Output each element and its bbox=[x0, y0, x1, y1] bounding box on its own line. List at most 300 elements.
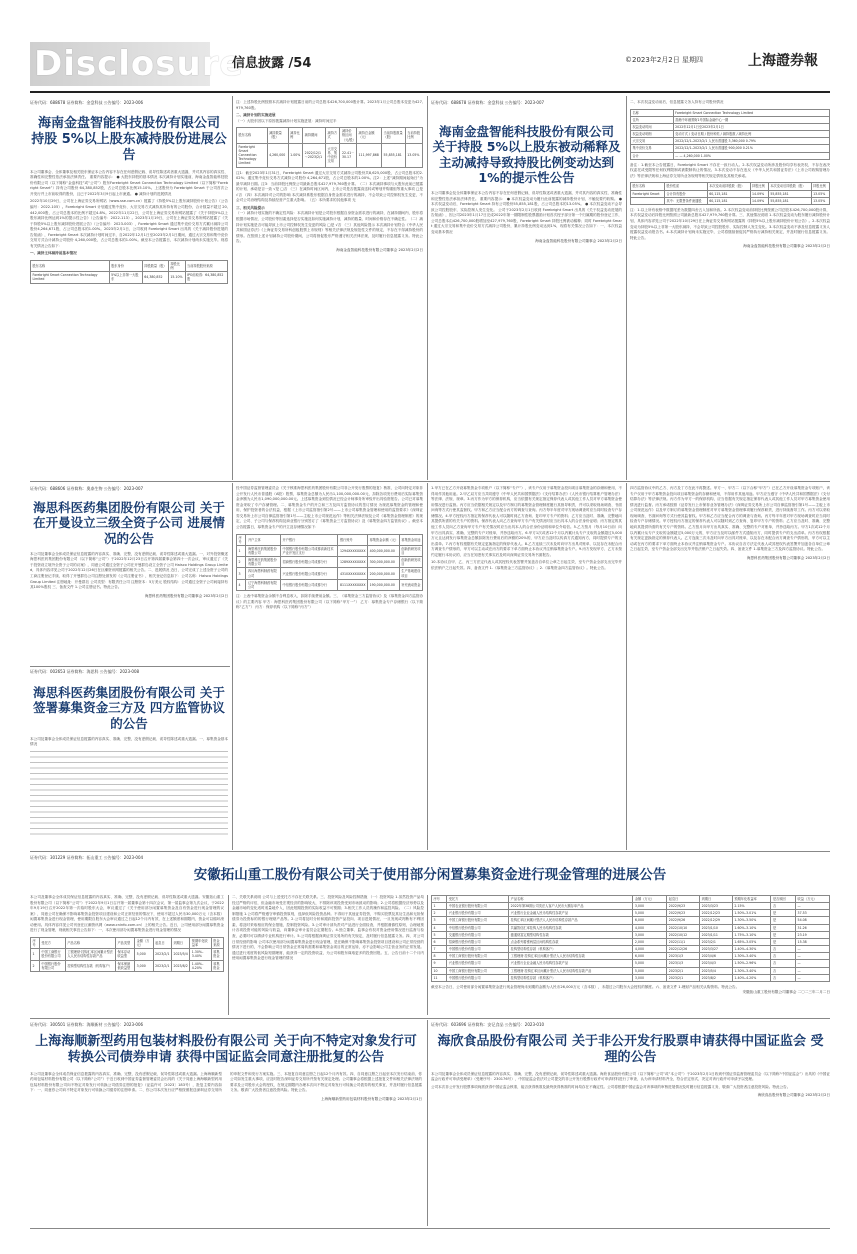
table-cell: 股东名称 bbox=[237, 128, 268, 143]
table-cell bbox=[631, 197, 665, 204]
article-tuoshan-column-3 bbox=[431, 895, 830, 1013]
table-cell: 起息日 bbox=[153, 937, 171, 948]
article-body: 注：上述持股比例按照本次减持计划披露日前的公司总股本426,700,000股计算。2023年1月公司总股本变更为427,979,760股。 bbox=[236, 100, 423, 110]
table-cell: 否 bbox=[771, 903, 796, 910]
table-row bbox=[432, 960, 830, 967]
table-row bbox=[432, 917, 830, 924]
table-row bbox=[432, 896, 830, 903]
table-row bbox=[631, 131, 830, 138]
article-haisco-agreement-quad bbox=[630, 486, 830, 848]
article-jinpan-dilution bbox=[431, 100, 622, 478]
table-row bbox=[631, 123, 830, 130]
table-cell: 2023/4/3 bbox=[700, 960, 733, 967]
table-row bbox=[631, 190, 830, 197]
table-cell: 序号 bbox=[31, 937, 40, 948]
section-heading: 三、相关风险提示 bbox=[236, 205, 265, 210]
table-cell: 工银理财·挂钩汇率区间累计型法人人民币结构性存款产品 bbox=[509, 967, 633, 974]
article-body: 二、关联关系说明 公司与上述受托方不存在关联关系。三、投资风险及风险控制措施 （一）投资风险 1.虽然投资产品均经过严格的评估，但金融市场受宏观经济的影响较大，不排除该项投资受到市场波动的影响；2.公司将根据经济形势以及金融市场的变化适时适量地介入，因此短期投资的实际收益不可预期；3.相关工作人员的操作和监控风险。（二）风险控制措施 1.公司将严格遵守审慎投资原则，选择低风险投资品种。不得用于其他证券投资，不购买股票及其衍生品和无担保债券为投资标的的银行理财产品等。2.公司将及时分析和跟踪投资产品投向、项目进展情况，一旦发现或判断有不利因素，将及时采取相应的保全措施，控制投资风险。3.公司审计部负责对产品进行全面检查，并根据谨慎性原则，合理地预计各项投资可能的风险与收益，向董事会审计委员会定期报告。4.独立董事、监事会有权对资金使用情况进行监督与检查，必要时可以聘请专业机构进行审计。5.公司将根据深圳证券交易所的有关规定，及时履行信息披露义务。四、对公司日常经营的影响 公司本次使用部分闲置募集资金进行现金管理，是在确保不影响募集资金投资项目建设和公司正常经营的情况下进行的，不会影响公司日常资金正常周转需要和募集资金项目的正常运转，亦不会影响公司主营业务的正常发展。通过进行适度的低风险短期理财，能获得一定的投资收益，为公司和股东谋取更多的投资回报。五、公告日前十二个月内使用闲置募集资金进行现金管理的情况 bbox=[232, 895, 424, 961]
table-cell: 1.40%–4.20% bbox=[732, 974, 771, 981]
table-cell: — bbox=[796, 953, 830, 960]
table-cell: 减持比例 bbox=[288, 128, 303, 143]
table-cell: 本次变动后持股数（股） bbox=[768, 183, 811, 190]
table-cell: 3,000 bbox=[633, 931, 667, 938]
article-body: 二、本次权益变动前后，信息披露义务人持有公司股份情况 bbox=[630, 100, 724, 104]
article-body: 本公司董事会及全体董事保证本公告内容不存在任何虚假记载、误导性陈述或者重大遗漏，并对其内容的真实性、准确性和完整性依法承担法律责任。 重要内容提示： ● 本次权益变动为履行此前披露的减持股份计划，不触及要约收购。 ● 本次权益变动后，Forebright Smart 持有公司股份55,855,181股，占公司总股本的13.05%。 ● 本次权益变动不会导致公司控股股东、实际控制人发生变化。 公司于2023年2月1日收到 Forebright Smart 出具的《关于权益变动进展的告知函》，因公司2023年1月17日完成2022年第一期限制性股票激励计划首次授予部分第一个归属期的股份登记工作，公司总股本由426,700,000股增加至427,979,760股，Forebright Smart 持股比例被动稀释；同时 Forebright Smart 通过大宗交易和集中竞价交易方式减持公司股份，累计持股比例变动达到1%，现将有关情况公告如下：一、本次权益变动基本情况 bbox=[431, 191, 622, 234]
table-cell: 6 bbox=[432, 938, 447, 945]
article-body: 本公司及董事会全体成员保证信息披露的内容真实、准确、完整，没有虚假记载、误导性陈述或重大遗漏。安徽拓山重工股份有限公司（以下简称“公司”）于2022年9月1日召开第一届董事会第十四次会议、第一届监事会第九次会议，于2022年9月19日召开2022年第一次临时股东大会，审议通过了《关于使用部分闲置募集资金及自有资金进行现金管理的议案》，同意公司在确保不影响募集资金投资项目建设和公司正常经营的情况下，使用不超过人民币30,000万元（含本数）闲置募集资金进行现金管理，使用期限自股东大会审议通过之日起12个月内有效，在上述额度和期限内，资金可以循环滚动使用。具体内容详见公司刊登在巨潮资讯网（www.cninfo.com.cn）上的相关公告。近日，公司使用部分闲置募集资金进行了现金管理，现就相关事宜公告如下：一、本次使用部分闲置募集资金进行现金管理的情况 bbox=[30, 895, 224, 933]
table-row bbox=[631, 152, 830, 159]
article-body: 注1：截至2023年1月31日，Forebright Smart 通过大宗交易方式减持公司股份共8,625,000股，占公司总股本的2.02%；通过集中竞价交易方式减持公司股份 4,264,671股，占公司总股本的1.00%。注2：上述“减持期间起始日”为最早减持日期。注3：当前持股比例按公司最新总股本427,979,760股计算。（二）本次减持事项与大股东此前已披露的计划、承诺是否一致 √是 □否 （三）在减持时间区间内，上市公司是否披露高送转或筹划并购重组等重大事项 □是 √否 （四）本次减持对公司的影响 本次减持系股东根据自身资金需求进行的减持，不会导致公司控制权发生变更，不会对公司治理结构及持续经营产生重大影响。（五）本所要求的其他事项 无 bbox=[236, 170, 423, 203]
table-cell: 兴业银行企业金融人民币结构性存款产品 bbox=[509, 960, 633, 967]
table-cell: 1.40%–4.20% bbox=[190, 960, 211, 971]
table-cell: 2022/11/1 bbox=[667, 938, 700, 945]
table-cell: 减持期间 bbox=[303, 128, 326, 143]
table-cell: — bbox=[796, 967, 830, 974]
table-row bbox=[631, 183, 830, 190]
article-divider bbox=[30, 666, 230, 667]
table-cell: 4 bbox=[237, 579, 246, 590]
article-meta: 证券代码：688678 证券简称：金盘科技 公告编号：2023-007 bbox=[431, 100, 545, 105]
column-divider bbox=[427, 895, 428, 1015]
table-cell: 序号 bbox=[237, 534, 246, 545]
article-haisco-supervision-continued bbox=[236, 486, 423, 848]
table-cell: 1294XXXXXXXX bbox=[338, 545, 368, 556]
table-cell: 2022/9/26 bbox=[667, 917, 700, 924]
table-cell: 是 bbox=[771, 938, 796, 945]
table-cell: 收益（万元） bbox=[796, 896, 830, 903]
article-title: 海思科医药集团股份有限公司 关于在开曼设立三级全资子公司 进展情况的公告 bbox=[33, 500, 225, 546]
table-cell: 持股比例 bbox=[750, 183, 768, 190]
table-cell: 点金系列看涨两层区间结构性存款 bbox=[509, 938, 633, 945]
table-row bbox=[631, 109, 830, 116]
table-cell: Forebright Smart bbox=[631, 190, 665, 197]
section-heading: 一、减持主体减持前基本情况 bbox=[30, 251, 77, 256]
table-cell: 300,000,000.00 bbox=[368, 557, 400, 568]
table-cell: 序号 bbox=[432, 896, 447, 903]
article-title: 上海海顺新型药用包装材料股份有限公司 关于向不特定对象发行可转换公司债券申请 获得中国证监会同意注册批复的公告 bbox=[35, 1034, 417, 1065]
table-cell: 合计 bbox=[631, 152, 674, 159]
article-tuoshan-column-2 bbox=[232, 895, 424, 1013]
table-cell: 6,000 bbox=[633, 917, 667, 924]
table-cell: 股份性质 bbox=[664, 183, 707, 190]
masthead-logo: 上海證券報 bbox=[748, 53, 818, 69]
article-body: 注：1.以上所有表格中数据尾差为数据四舍五入加和所致。2.本次权益变动前持股比例按照公司总股本426,700,000股计算，本次权益变动后持股比例按照公司最新总股本427,979,760股计算。三、其他情况说明 1.本次权益变动为股东履行减持股份计划，具体内容详见公司于2022年10月29日在上海证券交易所网站披露的《持股5%以上股东减持股份计划公告》。2.本次权益变动为持股5%以上非第一大股东减持，不会导致公司控股股东、实际控制人发生变化。3.本次权益变动不涉及信息披露义务人披露权益变动报告书。4.本次减持计划尚未实施完毕，公司将继续督促其严格执行减持相关规定，并及时履行信息披露义务。特此公告。 bbox=[630, 207, 830, 240]
table-cell: 2022/12/1～2023/2/1 bbox=[303, 143, 326, 167]
table-cell: 兴业银行股份有限公司 bbox=[447, 960, 509, 967]
table-cell: 8111XXXXXXXX bbox=[338, 579, 368, 590]
section-title: 信息披露 /54 bbox=[232, 56, 312, 71]
table-cell: 创新药研发项目 bbox=[399, 557, 422, 568]
table-cell: 募集资金余额（元） bbox=[368, 534, 400, 545]
article-body: 截至本公告日，公司使用部分闲置募集资金进行现金管理尚未到期的金额为人民币26,000万元（含本数），未超过公司股东大会授权的额度。六、备查文件 1.理财产品相关认购资料。特此公告。 bbox=[431, 984, 740, 989]
table-cell: 当前持股数量（股） bbox=[382, 128, 406, 143]
table-cell: 2023/2/1 bbox=[153, 949, 171, 960]
table-cell: 3 bbox=[432, 917, 447, 924]
table-cell: 2023/2/1 bbox=[667, 967, 700, 974]
table-cell: 大宗交易 bbox=[631, 138, 674, 145]
table-cell: 2.15% bbox=[732, 903, 771, 910]
article-body: 本公司及董事会全体成员保证信息披露的内容真实、准确、完整，没有虚假记载、误导性陈述或重大遗漏。一、募集资金基本情况 bbox=[30, 736, 228, 747]
table-cell: 5,000 bbox=[633, 960, 667, 967]
article-meta: 证券代码：300501 证券简称：海顺新材 公告编号：2023-006 bbox=[30, 1022, 144, 1027]
column-divider bbox=[427, 1020, 428, 1226]
table-cell: 2023/2/1 bbox=[700, 938, 733, 945]
table-cell: 否 bbox=[771, 974, 796, 981]
table-cell: 55,855,181 bbox=[768, 197, 811, 204]
table-cell: 否 bbox=[771, 946, 796, 953]
section-divider bbox=[30, 1018, 830, 1019]
table-cell: — — 4,260,000 1.00% bbox=[673, 152, 829, 159]
table-cell: 开户主体 bbox=[246, 534, 281, 545]
table-cell: 37.53 bbox=[796, 910, 830, 917]
article-body: 本公司及董事会全体成员保证信息披露的内容真实、准确、完整，没有虚假记载、误导性陈述或重大遗漏。海欣食品股份有限公司（以下简称“公司”或“本公司”）于2023年2月1日收到中国证券监督管理委员会（以下简称“中国证监会”）出具的《中国证监会行政许可申请受理单》（受理序号：230176号），中国证监会依法对公司提交的非公开发行股票行政许可申请材料进行了审查，认为该申请材料齐全，符合法定形式，决定对该行政许可申请予以受理。 bbox=[431, 1071, 830, 1082]
table-cell: 中国工商银行股份有限公司 bbox=[447, 953, 509, 960]
table-cell: 1 bbox=[432, 903, 447, 910]
table-cell: 减持价格区间（元/股） bbox=[341, 129, 356, 142]
table-cell: 111,997,868 bbox=[357, 143, 382, 167]
table-cell: 60,115,181 bbox=[707, 190, 750, 197]
table-row bbox=[31, 949, 224, 960]
table-cell: 23.19 bbox=[796, 931, 830, 938]
table-cell: 募集资金用途 bbox=[399, 534, 422, 545]
article-tuoshan-column-1 bbox=[30, 895, 224, 1013]
section-heading: 二、减持计划的实施进展 bbox=[236, 113, 276, 118]
table-cell: 55,855,181 bbox=[382, 143, 406, 167]
table-cell: 10 bbox=[432, 967, 447, 974]
article-body: 四方监管协议中的乙方、丙方及丁方在此不再赘述。甲方一、甲方二（以下合称“甲方”）已在乙方开设募集资金专项账户，该专户仅用于甲方募集资金投向项目募集资金的存储和使用，不得用作其他用途。甲方应当遵守《中华人民共和国票据法》《支付结算办法》等法律法规。丙方作为甲方一的保荐机构，应当依据有关规定指定保荐代表人或其他工作人员对甲方募集资金使用情况进行监督。丙方承诺按照《证券发行上市保荐业务管理办法》《深圳证券交易所上市公司自律监管指引第1号——主板上市公司规范运作》以及甲方制订的募集资金管理制度对甲方募集资金管理事项履行保荐职责，进行持续督导工作。丙方可以采取现场调查、书面问询等方式行使其监督权。甲方和乙方应当配合丙方的调查与查询。丙方每半年度对甲方现场调查时应当同时检查专户存储情况。甲方授权丙方指定的保荐代表人可以随时到乙方查询、复印甲方专户的资料；乙方应当及时、准确、完整地向其提供所需的有关专户的资料。乙方按月向甲方出具真实、准确、完整的专户对账单，并抄送给丙方。甲方1次或12个月以内累计从专户支取的金额超过5,000万元的，甲方应当及时以邮件方式通知丙方，同时提供专户的支出清单。丙方有权根据有关规定更换指定的保荐代表人。乙方连续三次未及时向甲方出具对账单，以及存在未配合丙方调查专户情形的，甲方可以主动或在丙方的要求下单方面终止本协议并注销募集资金专户。本协议自各方法定代表人或其授权代表签署并加盖各自单位公章之日起生效，至专户资金全部支出完毕并依法销户之日起失效。四、备查文件 1.募集资金三方及四方监管协议。特此公告。 bbox=[630, 486, 830, 552]
column-divider bbox=[427, 96, 428, 480]
table-row bbox=[237, 557, 423, 568]
article-meta: 证券代码：688606 证券简称：奥泰生物 公告编号：2023-007 bbox=[30, 486, 144, 491]
column-divider bbox=[626, 483, 627, 850]
table-cell: 到期日 bbox=[171, 937, 189, 948]
table-cell: 1 bbox=[31, 949, 40, 960]
table-cell: — bbox=[796, 903, 830, 910]
table-cell: 2 bbox=[237, 557, 246, 568]
table-cell: 开户银行 bbox=[281, 534, 338, 545]
table-cell: 1 bbox=[237, 545, 246, 556]
table-cell: 资金来源 bbox=[211, 937, 223, 948]
table-cell: 1.30%–3.40% bbox=[732, 953, 771, 960]
table-cell: 兴业银行股份有限公司成都分行 bbox=[281, 568, 338, 579]
table-cell: 5,000 bbox=[135, 949, 153, 960]
holding-change-table bbox=[630, 182, 830, 204]
article-haixin-acceptance bbox=[431, 1022, 830, 1224]
table-cell: 四川海思科制药有限公司 bbox=[246, 568, 281, 579]
column-divider bbox=[232, 96, 233, 480]
article-signature: 海思科医药集团股份有限公司董事会 2023年2月2日 bbox=[746, 555, 830, 560]
table-cell: 兴业银行企业金融人民币结构性存款产品 bbox=[509, 910, 633, 917]
table-cell: Forebright Smart Connection Technology Limited bbox=[31, 272, 110, 283]
table-cell: IPO前取得：64,380,852股 bbox=[185, 272, 227, 283]
table-cell: 2023/2/1 bbox=[153, 960, 171, 971]
table-cell: 持股比例 bbox=[168, 261, 185, 272]
table-cell: 9 bbox=[432, 960, 447, 967]
article-title: 海思科医药集团股份有限公司 关于签署募集资金三方及 四方监管协议的公告 bbox=[33, 685, 225, 731]
table-cell: 股东身份 bbox=[109, 261, 142, 272]
table-cell: 保本浮动收益型 bbox=[116, 949, 135, 960]
article-body: 本公司董事会、全体董事及相关股东保证本公告内容不存在任何虚假记载、误导性陈述或者重大遗漏，并对其内容的真实性、准确性和完整性依法承担法律责任。 重要内容提示： ● 大股东持股的基本情况 本次减持计划实施前，海南金盘智能科技股份有限公司（以下简称“金盘科技”或“公司”）股东Forebright Smart Connection Technology Limited（以下简称“Forebright Smart”）持有公司股份 64,380,852股，占公司总股本比例15.10%。上述股份为 Forebright Smart 于公司首次公开发行并上市前取得的股份，且已于2022年3月9日起上市流通。 ● 减持计划的进展情况 bbox=[30, 169, 228, 196]
section-divider bbox=[30, 481, 830, 482]
table-row bbox=[432, 946, 830, 953]
article-signature: 安徽拓山重工股份有限公司董事会 二〇二三年二月二日 bbox=[742, 990, 830, 995]
table-cell: 生产基地建设项目 bbox=[399, 568, 422, 579]
table-cell: 3,000 bbox=[633, 974, 667, 981]
table-row bbox=[631, 138, 830, 145]
table-cell: 2023/5/4 bbox=[171, 949, 189, 960]
table-row bbox=[432, 967, 830, 974]
table-cell: 4 bbox=[432, 924, 447, 931]
table-cell: 起息日 bbox=[667, 896, 700, 903]
brand-title: Disclosure bbox=[34, 44, 244, 84]
article-meta: 证券代码：301229 证券简称：拓山重工 公告编号：2023-004 bbox=[30, 855, 144, 860]
table-cell: 是 bbox=[771, 931, 796, 938]
table-cell: 2023/2/1 bbox=[667, 974, 700, 981]
table-row bbox=[237, 143, 423, 167]
table-cell: 持股数量（股） bbox=[142, 261, 168, 272]
table-cell: 是 bbox=[771, 924, 796, 931]
table-cell: 中国工商银行股份有限公司 bbox=[447, 917, 509, 924]
table-cell: 否 bbox=[771, 967, 796, 974]
table-cell: 保本保最低收益型 bbox=[116, 960, 135, 971]
table-cell: 60,115,181 bbox=[707, 197, 750, 204]
table-cell: 权益变动时间 bbox=[631, 123, 674, 130]
table-cell: 2022年第38期公司类法人客户人民币大额存单产品 bbox=[509, 903, 633, 910]
table-row bbox=[237, 579, 423, 590]
table-cell: 2022/12/29 bbox=[700, 917, 733, 924]
table-cell: 挂钩汇率区间累计型法人人民币结构性存款产品 bbox=[509, 917, 633, 924]
table-cell: 辽宁海思科制药有限公司 bbox=[246, 579, 281, 590]
article-signature: 海南金盘智能科技股份有限公司董事会 2023年2月2日 bbox=[743, 244, 830, 249]
article-body: 公司本次非公开发行股票事项尚需获得中国证监会核准，能否获得核准及最终获得核准的时间均存在不确定性。公司将根据中国证监会对该事项的审核进展情况及时履行信息披露义务，敬请广大投资者注意投资风险。特此公告。 bbox=[431, 1084, 791, 1089]
table-cell: 海思科医药集团股份有限公司 bbox=[246, 557, 281, 568]
table-cell: 2022/9/23 bbox=[667, 903, 700, 910]
table-cell: 本次变动前持股数（股） bbox=[707, 183, 750, 190]
table-cell: — bbox=[796, 960, 830, 967]
table-cell: 中国工商银行股份有限公司 bbox=[39, 949, 65, 960]
table-cell: 4,000 bbox=[633, 946, 667, 953]
table-cell: 2022/9/23 bbox=[667, 910, 700, 917]
cash-management-table bbox=[30, 937, 224, 972]
table-row bbox=[432, 924, 830, 931]
table-cell: 变动方式 / 变动日期 / 股份种类 / 减持股数 / 减持比例 bbox=[673, 131, 829, 138]
table-row bbox=[31, 261, 228, 272]
article-jinpan-dilution-continued bbox=[630, 100, 830, 478]
table-cell: 权益变动明细 bbox=[631, 131, 674, 138]
table-cell: 受托方 bbox=[447, 896, 509, 903]
table-cell: 5 bbox=[432, 931, 447, 938]
table-cell: 54.08 bbox=[796, 917, 830, 924]
table-cell: 当前持股股份来源 bbox=[185, 261, 227, 272]
table-cell: 3,000 bbox=[633, 903, 667, 910]
table-cell: 金额（万元） bbox=[633, 896, 667, 903]
table-cell: 募集资金 bbox=[211, 949, 223, 960]
article-body: 10.本协议自甲、乙、丙三方法定代表人或其授权代表签署并加盖各自单位公章之日起生效，至专户资金全部支出完毕并依法销户之日起失效。四、备查文件 1.《募集资金三方监管协议》；2.《募集资金四方监管协议》。特此公告。 bbox=[431, 560, 622, 570]
table-cell: 13.05% bbox=[405, 143, 422, 167]
table-cell: 3,000 bbox=[135, 960, 153, 971]
table-row bbox=[237, 545, 423, 556]
table-cell: 共赢智信汇率挂钩人民币结构性存款 bbox=[509, 924, 633, 931]
article-body: 本公司及董事会全体成员保证信息披露的内容真实、准确、完整，没有虚假记载、误导性陈述或重大遗漏。上海海顺新型药用包装材料股份有限公司（以下简称“公司”）于近日收到中国证券监督管理委员会出具的《关于同意上海海顺新型药用包装材料股份有限公司向不特定对象发行可转换公司债券注册的批复》（证监许可〔2023〕183号），批复主要内容如下：一、同意你公司向不特定对象发行可转换公司债券的注册申请。二、你公司本次发行应严格按照报送深圳证券交易所的申报文件和发行方案实施。三、本批复自同意注册之日起12个月内有效。四、自同意注册之日起至本次发行结束前，你公司如发生重大事项，应及时报告深圳证券交易所并按有关规定处理。公司董事会将根据上述批复文件和相关法律法规的要求及公司股东大会的授权，在规定期限内办理本次向不特定对象发行可转换公司债券的相关事宜，并及时履行信息披露义务。敬请广大投资者注意投资风险。特此公告。 bbox=[30, 1071, 422, 1093]
account-table bbox=[236, 534, 423, 592]
article-meta: 证券代码：688678 证券简称：金盘科技 公告编号：2023-006 bbox=[30, 100, 144, 105]
table-cell: 预期年化收益率 bbox=[190, 937, 211, 948]
table-cell: 2023/1/10 bbox=[700, 924, 733, 931]
table-cell: 1.75%–3.10% bbox=[732, 931, 771, 938]
table-cell: 到期日 bbox=[700, 896, 733, 903]
table-row bbox=[432, 903, 830, 910]
table-cell: 中信银行股份有限公司成都分行 bbox=[281, 579, 338, 590]
article-body: 本公司及董事会全体成员保证信息披露的内容真实、准确、完整，没有虚假记载、误导性陈述或重大遗漏。一、对外投资概述 海思科医药集团股份有限公司（以下简称“公司”）于2022年12月23日召开第四届董事会第四十一次会议，审议通过了《关于投资设立境外全资子公司的议案》，同意公司通过全资子公司在开曼群岛设立全资子公司 Haisco Holdings Group Limited，具体内容详见公司于2022年12月26日在巨潮资讯网披露的相关公告。二、进展情况 近日，公司完成了上述全资子公司的工商注册登记手续，取得了开曼群岛公司注册处颁发的《公司注册证书》，相关登记信息如下：公司名称：Haisco Holdings Group Limited 注册地址：开曼群岛 公司类型：有限责任公司 注册资本：5万美元 股权结构：公司通过全资子公司间接持有其100%股权 三、备查文件 1.公司注册证书。特此公告。 bbox=[30, 551, 228, 590]
table-cell: 蕴通财富定期型结构性存款 bbox=[509, 931, 633, 938]
table-cell: 11 bbox=[432, 974, 447, 981]
table-cell: 200,000,000.00 bbox=[368, 568, 400, 579]
article-body: （一）减持计划实施的不确定性风险：本次减持计划是公司股东根据自身资金需求进行的减持，在减持期间内，股东将根据市场情况、公司股价等因素选择是否实施及如何实施减持计划，减持的数量、时间和价格存在不确定性。（二）减持计划实施是否可能导致上市公司控制权发生变更的风险 □是 √否 （三）其他风险提示 本次减持计划符合《中华人民共和国证券法》《上海证券交易所科创板股票上市规则》等相关法律法规及规范性文件的规定，不存在不得减持股份的情形。在按照上述计划减持公司股份期间，公司将督促股东严格遵守相关法律法规，及时履行信息披露义务。特此公告。 bbox=[236, 211, 423, 244]
table-cell: 2023/1/11 bbox=[700, 931, 733, 938]
article-title: 海南金盘智能科技股份有限公司 关于持股 5%以上股东被动稀释及 主动减持导致持股比例变动达到 1%的提示性公告 bbox=[432, 124, 621, 185]
table-cell: 受托方 bbox=[39, 937, 65, 948]
table-cell: 产品名称 bbox=[509, 896, 633, 903]
table-cell: 2 bbox=[432, 910, 447, 917]
table-cell: 15.38 bbox=[796, 938, 830, 945]
table-cell: 2022年12月1日至2023年2月1日 bbox=[673, 123, 829, 130]
table-cell: 预期年化收益率 bbox=[732, 896, 771, 903]
article-body: 经中国证券监督管理委员会《关于核准海思科医药集团股份有限公司非公开发行股票的批复》核准，公司向特定对象非公开发行人民币普通股（A股）股票，募集资金总额为人民币1,100,000,000.00元，扣除各项发行费用后实际募集资金净额为人民币1,090,000,000.00元。上述募集资金到位情况已经会计师事务所审验并出具验资报告。公司已对募集资金采取了专户存储管理。二、募集资金专户的开立和三方及四方监管协议的签订情况 为规范募集资金的管理和使用，保护投资者的合法权益，根据《上市公司监管指引第2号——上市公司募集资金管理和使用的监管要求》《深圳证券交易所上市公司自律监管指引第1号——主板上市公司规范运作》等相关法律法规及公司《募集资金管理制度》的规定，公司、子公司与保荐机构及商业银行分别签订了《募集资金三方监管协议》及《募集资金四方监管协议》。截至本公告披露日，募集资金专户的开立及存储情况如下： bbox=[236, 486, 423, 529]
table-cell: 22.41－30.17 bbox=[340, 143, 357, 167]
table-cell: 中国农业银行股份有限公司 bbox=[447, 903, 509, 910]
page-header bbox=[0, 0, 857, 96]
table-row bbox=[631, 145, 830, 152]
table-cell: 名称 bbox=[631, 109, 674, 116]
disclosure-table bbox=[630, 109, 830, 160]
table-row bbox=[31, 272, 228, 283]
table-cell: 是 bbox=[771, 910, 796, 917]
article-body: （一）大股东因以下原因披露减持计划实施进展：减持时间过半 bbox=[236, 118, 337, 123]
table-cell: 2023/8/2 bbox=[171, 960, 189, 971]
table-cell: 工银理财·挂钩汇率区间累计型法人人民币结构性存款产品 bbox=[65, 949, 115, 960]
table-cell: 1289XXXXXXXX bbox=[338, 557, 368, 568]
table-cell: Forebright Smart Connection Technology Limited bbox=[673, 109, 829, 116]
section-divider bbox=[30, 851, 830, 852]
table-row bbox=[432, 910, 830, 917]
table-cell: 交通银行股份有限公司 bbox=[447, 931, 509, 938]
article-body: 备注：1.截至本公告披露日，Forebright Smart 不存在一致行动人。2.本次权益变动所涉及股份均享有表决权，不存在表决权委托或受限等任何权利限制或被限制转让的情况。3.本次变动不存在违反《中华人民共和国证券法》《上市公司收购管理办法》等法律法规和上海证券交易所业务规则等相关规定情形及其相关承诺。 bbox=[630, 162, 830, 178]
table-cell: 2022/12/26 bbox=[667, 946, 700, 953]
table-cell: 2023/8/2 bbox=[700, 974, 733, 981]
table-cell: 31.26 bbox=[796, 924, 830, 931]
table-cell: 持股比例 bbox=[811, 183, 829, 190]
table-cell: 4,000 bbox=[633, 924, 667, 931]
table-row bbox=[432, 938, 830, 945]
article-body: 2022年10月29日，公司在上海证券交易所网站（www.sse.com.cn）披露了《持股5%以上股东减持股份计划公告》（公告编号：2022-105）。Forebright Smart 计划通过集中竞价、大宗交易方式减持其所持有的公司股份，合计数量不超过 20,442,000股，占公司总股本的比例不超过4.8%。2022年11月22日，公司在上海证券交易所网站披露了《关于持股5%以上股东减持比例达到1%的提示性公告》（公告编号：2022-113）。2023年1月19日，公司在上海证券交易所网站披露了《关于持股5%以上股东减持股份进展公告》（公告编号：2023-003），Forebright Smart 通过集中竞价交易方式累计减持公司股份4,264,671股，占公司总股本的1.00%。2023年2月1日，公司收到 Forebright Smart 出具的《关于减持股份进展的告知函》，Forebright Smart 本次减持计划时间过半，自2022年12月1日至2023年2月1日期间，通过大宗交易和集中竞价交易方式合计减持公司股份 4,260,000股，占公司总股本的1.00%。截至本公告披露日，本次减持计划尚未实施完毕。现将有关情况公告如下： bbox=[30, 199, 228, 248]
table-row bbox=[432, 953, 830, 960]
article-haisco-agreement-terms bbox=[431, 486, 622, 848]
table-cell: 中信银行股份有限公司 bbox=[447, 924, 509, 931]
table-cell: 否 bbox=[771, 953, 796, 960]
article-haishun-bond-approval bbox=[30, 1022, 422, 1224]
table-cell: 2023/1/3 bbox=[667, 960, 700, 967]
table-cell: 14.09% bbox=[750, 197, 768, 204]
table-row bbox=[631, 197, 830, 204]
table-row bbox=[31, 960, 224, 971]
table-cell: 2022/10/10 bbox=[667, 924, 700, 931]
article-title: 安徽拓山重工股份有限公司关于使用部分闲置募集资金进行现金管理的进展公告 bbox=[193, 867, 667, 883]
article-body: 1.甲方已在乙方开设募集资金专项账户（以下简称“专户”），该专户仅用于募集资金投向项目募集资金的存储和使用，不得用作其他用途。2.甲乙双方应当共同遵守《中华人民共和国票据法》《支付结算办法》《人民币银行结算账户管理办法》等法律、法规、规章。3.丙方作为甲方的保荐机构，应当依据有关规定指定保荐代表人或其他工作人员对甲方募集资金使用情况进行监督。丙方应当依据相关规定以及甲方制订的募集资金管理制度履行其督导职责，并可以采取现场调查、书面问询等方式行使其监督权。甲方和乙方应当配合丙方的调查与查询。丙方每半年度对甲方现场调查时应当同时检查专户存储情况。4.甲方授权丙方指定的保荐代表人可以随时到乙方查询、复印甲方专户的资料；乙方应当及时、准确、完整地向其提供所需的有关专户的资料。保荐代表人向乙方查询甲方专户有关情况时应当出具本人的合法身份证明；丙方指定的其他工作人员向乙方查询甲方专户有关情况时应当出具本人的合法身份证明和单位介绍信。5.乙方按月（每月10日前）向甲方出具真实、准确、完整的专户对账单，并抄送给丙方。6.甲方1次或者12个月以内累计从专户支取的金额超过5,000万元且达到发行募集资金总额扣除发行费用后的净额的20%的，甲方应当及时以传真方式通知丙方，同时提供专户的支出清单。7.丙方有权根据有关规定更换指定的保荐代表人。8.乙方连续三次未及时向甲方出具对账单，以及存在未配合丙方调查专户情形的，甲方可以主动或在丙方的要求下单方面终止本协议并注销募集资金专户。9.丙方发现甲方、乙方未按约定履行本协议的，应当在知悉有关事实后及时向深圳证券交易所书面报告。 bbox=[431, 486, 622, 557]
table-cell: 挂钩型结构性存款（机构客户） bbox=[65, 960, 115, 971]
table-cell: 兴业银行股份有限公司 bbox=[447, 910, 509, 917]
table-cell: 2 bbox=[31, 960, 40, 971]
table-cell: 补充流动资金 bbox=[399, 579, 422, 590]
article-signature: 上海海顺新型药用包装材料股份有限公司董事会 2023年2月1日 bbox=[320, 1096, 422, 1101]
table-cell: 2022/12/1–2023/2/1 人民币普通股 900,000 0.21% bbox=[673, 145, 829, 152]
table-cell: 股东名称 bbox=[31, 261, 110, 272]
table-cell: 1.30%–3.40% bbox=[732, 967, 771, 974]
table-cell: — bbox=[796, 946, 830, 953]
article-title: 海欣食品股份有限公司 关于非公开发行股票申请获得中国证监会 受理的公告 bbox=[437, 1034, 824, 1065]
article-haisco-supervision bbox=[30, 669, 228, 849]
table-cell: 中国银行股份有限公司成都高新技术产业开发区支行 bbox=[281, 545, 338, 556]
table-cell: 190,000,000.00 bbox=[368, 579, 400, 590]
table-row bbox=[237, 128, 423, 143]
article-signature: 海南金盘智能科技股份有限公司董事会 2023年2月2日 bbox=[336, 247, 423, 252]
article-meta: 证券代码：603696 证券简称：安记食品 公告编号：2023-010 bbox=[431, 1022, 545, 1027]
table-cell: 14.09% bbox=[750, 190, 768, 197]
table-cell: 8 bbox=[432, 953, 447, 960]
table-cell: 中国银行股份有限公司 bbox=[447, 946, 509, 953]
table-cell: 是 bbox=[771, 917, 796, 924]
table-row bbox=[432, 974, 830, 981]
table-cell: 1.65%–3.05% bbox=[732, 938, 771, 945]
table-cell: 2023/4/6 bbox=[700, 953, 733, 960]
column-divider bbox=[228, 895, 229, 1015]
table-cell: 2023/1/3 bbox=[667, 953, 700, 960]
table-cell: 5,000 bbox=[633, 910, 667, 917]
column-divider bbox=[232, 483, 233, 850]
table-cell: 集中竞价交易 bbox=[631, 145, 674, 152]
text-block-placeholder bbox=[30, 751, 228, 837]
table-cell: 当前持股比例 bbox=[405, 128, 422, 143]
table-cell: 中国银行股份有限公司 bbox=[447, 974, 509, 981]
table-row bbox=[631, 116, 830, 123]
article-title: 海南金盘智能科技股份有限公司 持股 5%以上股东减持股份进展公告 bbox=[31, 116, 227, 163]
table-cell: 6,000 bbox=[633, 953, 667, 960]
table-cell: 挂钩型结构性存款（机构客户） bbox=[509, 974, 633, 981]
table-cell: 金额（万元） bbox=[135, 937, 153, 948]
table-cell: 7 bbox=[432, 946, 447, 953]
table-cell: 2022/12/1–2023/2/1 人民币普通股 3,360,000 0.79% bbox=[673, 138, 829, 145]
article-haisco-subsidiary bbox=[30, 486, 228, 664]
article-meta: 证券代码：002653 证券简称：海思科 公告编号：2023-008 bbox=[30, 669, 140, 674]
table-cell: 3 bbox=[237, 568, 246, 579]
table-cell: 减持方式 bbox=[326, 128, 340, 143]
table-cell: 募集资金 bbox=[211, 960, 223, 971]
table-cell: 股东名称 bbox=[631, 183, 665, 190]
table-cell: 5%以上非第一大股东 bbox=[109, 272, 142, 283]
table-cell: 13.05% bbox=[811, 197, 829, 204]
header-rule bbox=[30, 91, 830, 93]
article-signature: 海南金盘智能科技股份有限公司董事会 2023年2月2日 bbox=[535, 238, 622, 243]
table-cell: 香港中环港景街1号国际金融中心一期 bbox=[673, 116, 829, 123]
table-cell: 海思科医药集团股份有限公司 bbox=[246, 545, 281, 556]
reduction-table bbox=[236, 127, 423, 167]
table-cell: 创新药研发项目 bbox=[399, 545, 422, 556]
table-cell: 2022/12/23 bbox=[700, 910, 733, 917]
table-cell: 1.50%–3.01% bbox=[732, 910, 771, 917]
table-cell: 否 bbox=[771, 960, 796, 967]
table-cell: 13.05% bbox=[811, 190, 829, 197]
table-cell: 5,000 bbox=[633, 967, 667, 974]
table-cell: 1.40%–4.30% bbox=[732, 946, 771, 953]
